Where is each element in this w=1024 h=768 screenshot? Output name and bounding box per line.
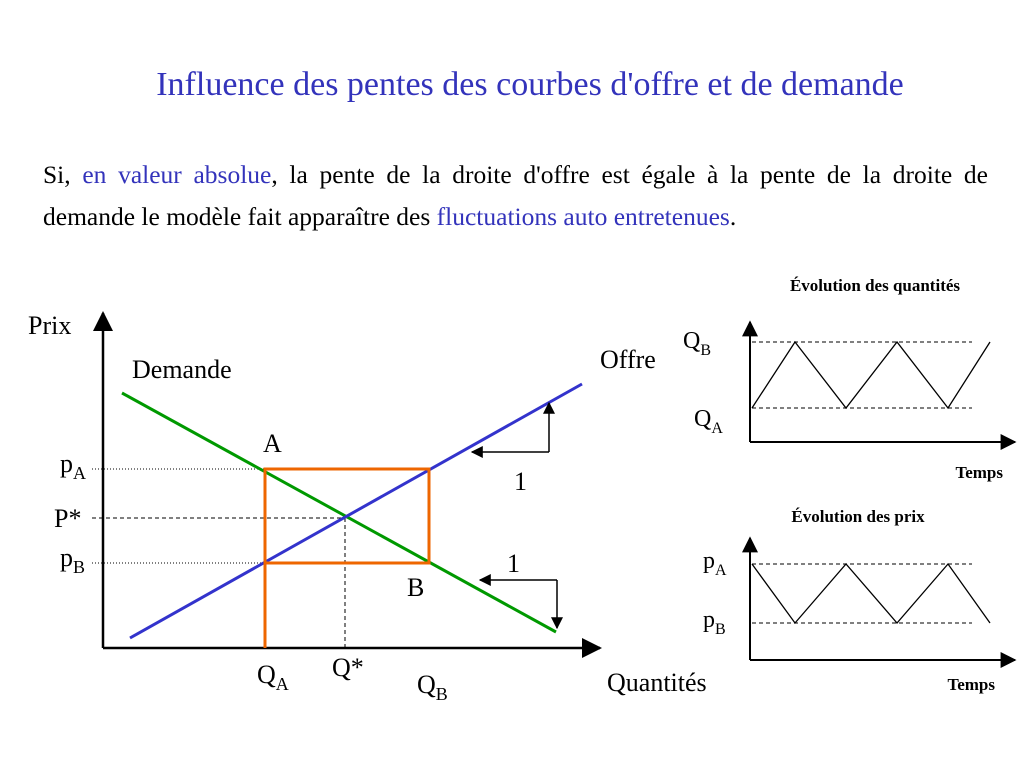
paragraph-highlight-2: fluctuations auto entretenues: [436, 202, 730, 231]
supply-label: Offre: [600, 345, 656, 374]
supply-line: [130, 384, 582, 638]
paragraph-text-1: Si,: [43, 160, 83, 189]
pA-label: $p_A$: [60, 449, 86, 483]
prices-chart-title: Évolution des prix: [791, 507, 925, 526]
prices-chart: [703, 507, 1015, 694]
pB-label: $p_B$: [60, 543, 86, 577]
quantities-x-label: Temps: [955, 463, 1003, 482]
pstar-label: P*: [54, 504, 82, 533]
point-b-label: B: [407, 573, 425, 602]
prices-low-label: $p_B$: [703, 607, 726, 638]
qstar-label: Q*: [332, 653, 364, 682]
prices-high-label: $p_A$: [703, 548, 727, 579]
quantities-chart-title: Évolution des quantités: [789, 276, 961, 295]
quantities-oscillation: [752, 342, 990, 408]
qB-label: $Q_B$: [417, 670, 448, 704]
prices-oscillation: [752, 564, 990, 623]
quantities-high-label: $Q_B$: [683, 328, 712, 359]
quantities-low-label: $Q_A$: [694, 406, 723, 437]
paragraph-text-3: .: [729, 202, 737, 231]
point-a-label: A: [263, 429, 282, 458]
y-axis-label: Prix: [28, 311, 72, 340]
demand-line: [122, 393, 556, 632]
slope-bottom-unit: 1: [507, 549, 520, 578]
main-diagram: [28, 311, 707, 704]
paragraph-highlight-1: en valeur absolue: [82, 160, 272, 189]
x-axis-label: Quantités: [607, 668, 707, 697]
page-title: Influence des pentes des courbes d'offre et de demande: [156, 66, 904, 103]
slope-top-unit: 1: [514, 467, 527, 496]
quantities-chart: [683, 276, 1015, 482]
prices-x-label: Temps: [947, 675, 995, 694]
demand-label: Demande: [132, 355, 232, 384]
paragraph-text-2: , la pente de la droite d'offre est égale à la pente de la droite de demande le modèle fait apparaître des: [43, 160, 988, 231]
qA-label: $Q_A$: [257, 660, 289, 694]
